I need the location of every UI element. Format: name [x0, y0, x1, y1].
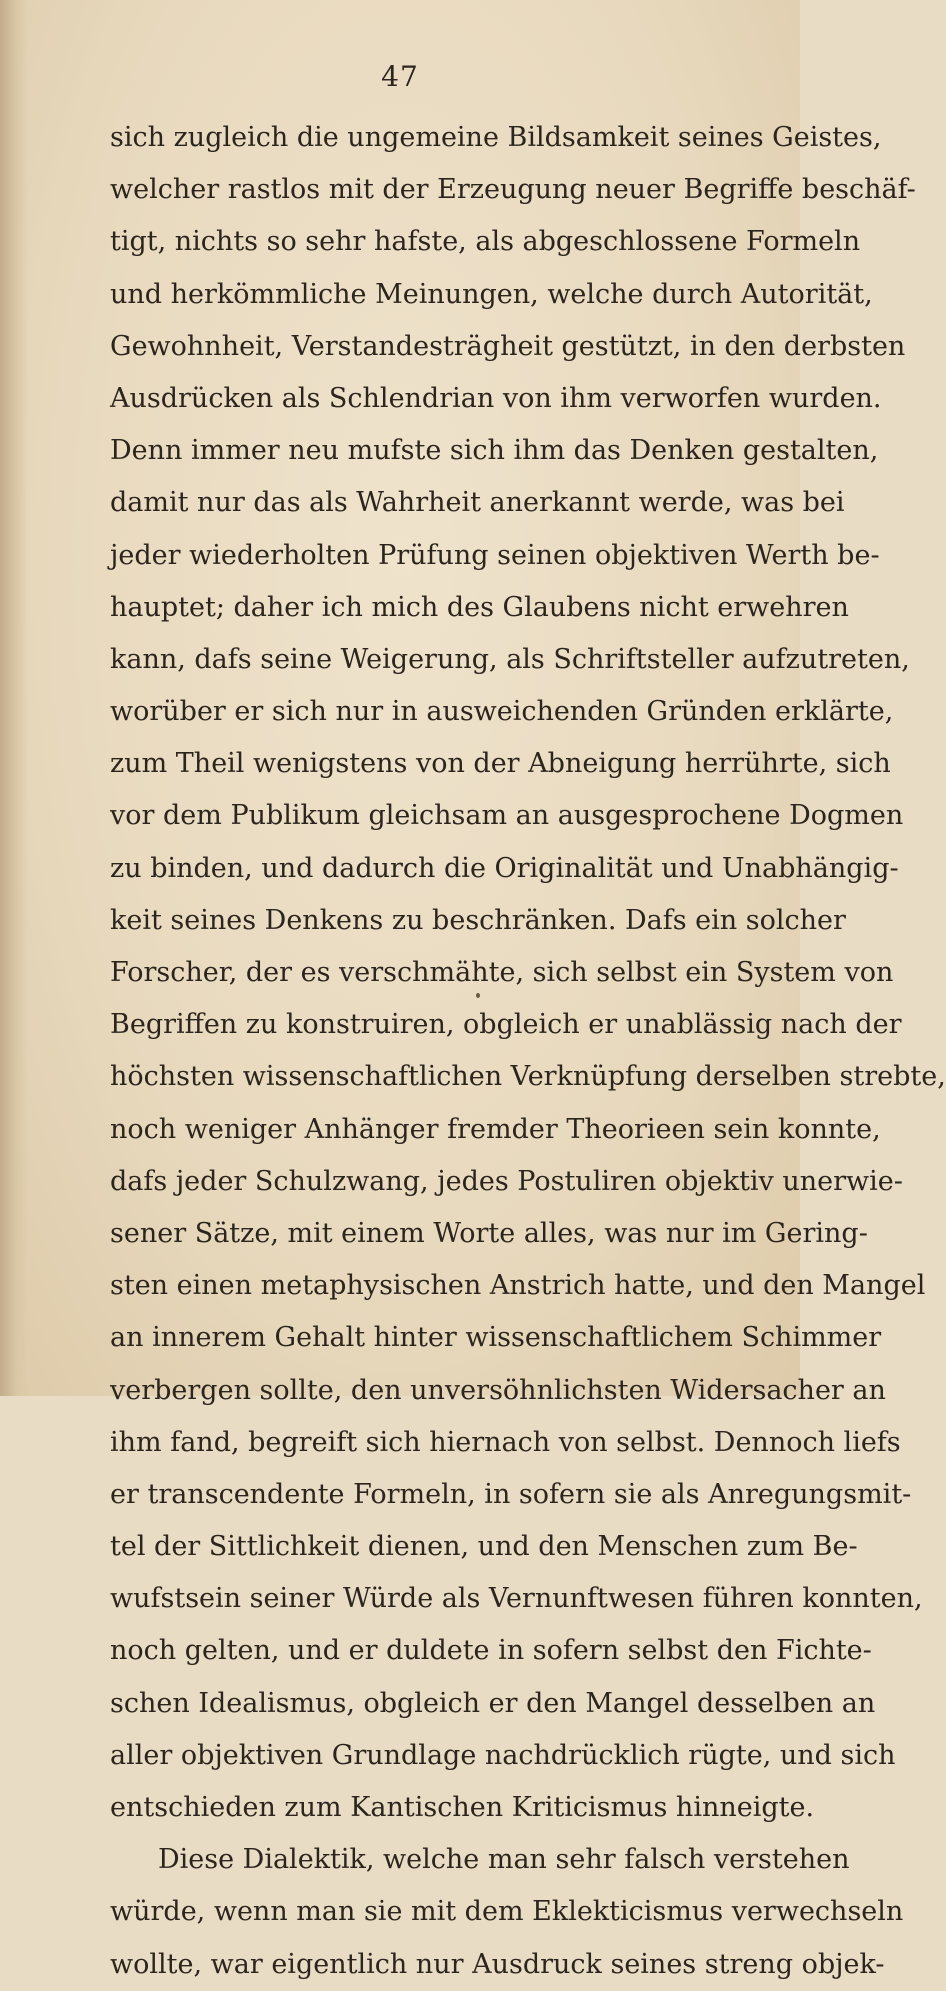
- text-line-23: sten einen metaphysischen Anstrich hatte, und den Mangel: [110, 1270, 926, 1302]
- text-line-1: sich zugleich die ungemeine Bildsamkeit seines Geistes,: [110, 122, 882, 153]
- text-line-6: Ausdrücken als Schlendrian von ihm verworfen wurden.: [110, 382, 882, 414]
- text-line-30: noch gelten, und er duldete in sofern selbst den Fichte-: [110, 1635, 872, 1667]
- text-line-28: tel der Sittlichkeit dienen, und den Menschen zum Be-: [110, 1531, 858, 1563]
- text-line-24: an innerem Gehalt hinter wissenschaftlichem Schimmer: [110, 1322, 882, 1354]
- text-line-16: keit seines Denkens zu beschränken. Dafs ein solcher: [110, 904, 846, 936]
- text-line-4: und herkömmliche Meinungen, welche durch Autorität,: [110, 278, 873, 310]
- text-line-13: zum Theil wenigstens von der Abneigung herrührte, sich: [110, 748, 891, 780]
- text-line-33: entschieden zum Kantischen Kriticismus hinneigte.: [110, 1792, 815, 1823]
- text-line-36: wollte, war eigentlich nur Ausdruck seines streng objek-: [110, 1948, 885, 1980]
- text-line-19: höchsten wissenschaftlichen Verknüpfung derselben strebte,: [110, 1061, 946, 1093]
- text-line-32: aller objektiven Grundlage nachdrücklich rügte, und sich: [110, 1739, 896, 1771]
- text-line-11: kann, dafs seine Weigerung, als Schriftsteller aufzutreten,: [110, 643, 910, 675]
- text-line-3: tigt, nichts so sehr hafste, als abgeschlossene Formeln: [110, 226, 861, 258]
- text-line-18: Begriffen zu konstruiren, obgleich er unablässig nach der: [110, 1009, 902, 1041]
- text-line-34: Diese Dialektik, welche man sehr falsch verstehen: [158, 1844, 850, 1876]
- text-line-12: worüber er sich nur in ausweichenden Gründen erklärte,: [110, 696, 894, 728]
- text-line-5: Gewohnheit, Verstandesträgheit gestützt, in den derbsten: [110, 330, 906, 362]
- body-text: [110, 112, 946, 1991]
- text-line-29: wufstsein seiner Würde als Vernunftwesen führen konnten,: [110, 1583, 923, 1615]
- text-line-21: dafs jeder Schulzwang, jedes Postuliren objektiv unerwie-: [110, 1165, 903, 1197]
- text-line-22: sener Sätze, mit einem Worte alles, was nur im Gering-: [110, 1217, 868, 1249]
- text-line-14: vor dem Publikum gleichsam an ausgesprochene Dogmen: [110, 800, 904, 832]
- text-line-35: würde, wenn man sie mit dem Eklekticismus verwechseln: [110, 1896, 904, 1928]
- text-line-27: er transcendente Formeln, in sofern sie als Anregungsmit-: [110, 1478, 912, 1510]
- text-line-17: Forscher, der es verschmähte, sich selbst ein System von: [110, 957, 894, 988]
- text-line-26: ihm fand, begreift sich hiernach von selbst. Dennoch liefs: [110, 1426, 901, 1458]
- text-line-8: damit nur das als Wahrheit anerkannt werde, was bei: [110, 487, 845, 519]
- text-line-9: jeder wiederholten Prüfung seinen objektiven Werth be-: [110, 539, 880, 571]
- text-line-25: verbergen sollte, den unversöhnlichsten Widersacher an: [110, 1374, 886, 1406]
- text-line-10: hauptet; daher ich mich des Glaubens nicht erwehren: [110, 591, 849, 623]
- page-gutter-shadow: [0, 0, 28, 1396]
- text-line-15: zu binden, und dadurch die Originalität und Unabhängig-: [110, 852, 899, 884]
- text-line-31: schen Idealismus, obgleich er den Mangel desselben an: [110, 1687, 876, 1719]
- text-line-7: Denn immer neu mufste sich ihm das Denken gestalten,: [110, 435, 879, 467]
- text-line-2: welcher rastlos mit der Erzeugung neuer Begriffe beschäf-: [110, 174, 916, 206]
- page-number: 47: [381, 60, 419, 93]
- ink-speck: [476, 993, 480, 998]
- text-line-20: noch weniger Anhänger fremder Theorieen sein konnte,: [110, 1113, 881, 1145]
